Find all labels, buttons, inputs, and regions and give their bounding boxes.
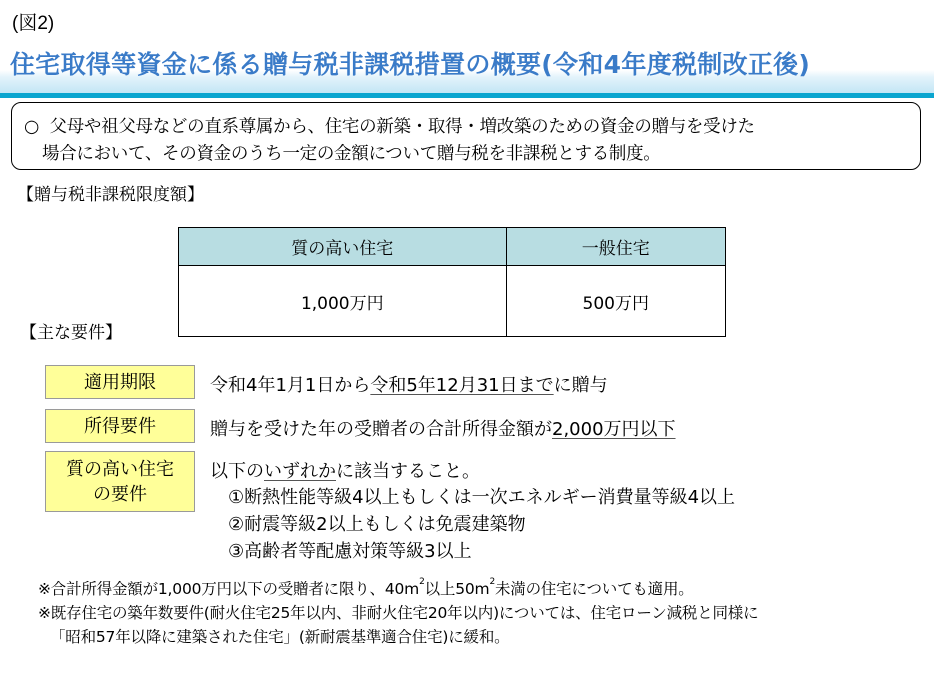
value-general-housing: 500万円 [506,266,725,337]
summary-box [11,102,921,170]
high-quality-intro-text [210,457,480,483]
text-plain: 贈与を受けた年の受贈者の合計所得金額が [210,419,552,440]
summary-line-1 [24,113,755,138]
text-plain: 令和4年1月1日から [210,375,371,396]
condition-2: ②耐震等級2以上もしくは免震建築物 [228,514,526,535]
requirements-section-label: 【主な要件】 [20,323,122,343]
tag-application-period [45,365,195,399]
tag-label-line1: 質の高い住宅 [66,458,174,480]
condition-3: ③高齢者等配慮対策等級3以上 [228,541,472,562]
text-underlined: いずれか [264,461,336,482]
note-text: 未満の住宅についても適用。 [494,580,694,598]
value-high-quality-housing: 1,000万円 [179,266,507,337]
text-after: に該当すること。 [336,461,480,482]
application-period-text [210,371,608,397]
limit-table [178,227,726,337]
superscript: 2 [419,577,425,587]
summary-text-1: 父母や祖父母などの直系尊属から、住宅の新築・取得・増改築のための資金の贈与を受けた [49,117,755,137]
text-underlined: 令和5年12月31日まで [370,375,554,396]
note-1 [38,577,694,599]
tag-label: 適用期限 [84,371,156,393]
note-text: ※合計所得金額が1,000万円以下の受贈者に限り、40m [38,580,420,598]
note-2: ※既存住宅の築年数要件(耐火住宅25年以内、非耐火住宅20年以内)については、住宅ローン減税と同様に [38,604,759,622]
income-requirement-text [210,415,676,441]
superscript: 2 [489,577,495,587]
note-3: 「昭和57年以降に建築された住宅」(新耐震基準適合住宅)に緩和。 [50,628,510,646]
tag-label: 所得要件 [84,415,156,437]
text-underlined: 2,000万円以下 [552,419,676,440]
table-header-row [179,228,726,266]
title-underline [0,93,934,98]
text-plain: 以下の [210,461,264,482]
table-row [179,266,726,337]
header-general-housing: 一般住宅 [506,228,725,266]
page-title: 住宅取得等資金に係る贈与税非課税措置の概要(令和4年度税制改正後) [10,50,811,79]
tag-income-requirement [45,409,195,443]
tag-label-line2: の要件 [93,483,147,505]
text-after: に贈与 [553,375,608,396]
limit-section-label: 【贈与税非課税限度額】 [17,185,204,205]
figure-label: (図2) [12,13,55,34]
header-high-quality-housing: 質の高い住宅 [179,228,507,266]
condition-1: ①断熱性能等級4以上もしくは一次エネルギー消費量等級4以上 [228,487,736,508]
tag-high-quality-requirement [45,451,195,512]
summary-line-2: 場合において、その資金のうち一定の金額について贈与税を非課税とする制度。 [42,144,661,164]
bullet-circle-icon: ○ [24,117,39,137]
note-text: 以上50m [424,580,490,598]
